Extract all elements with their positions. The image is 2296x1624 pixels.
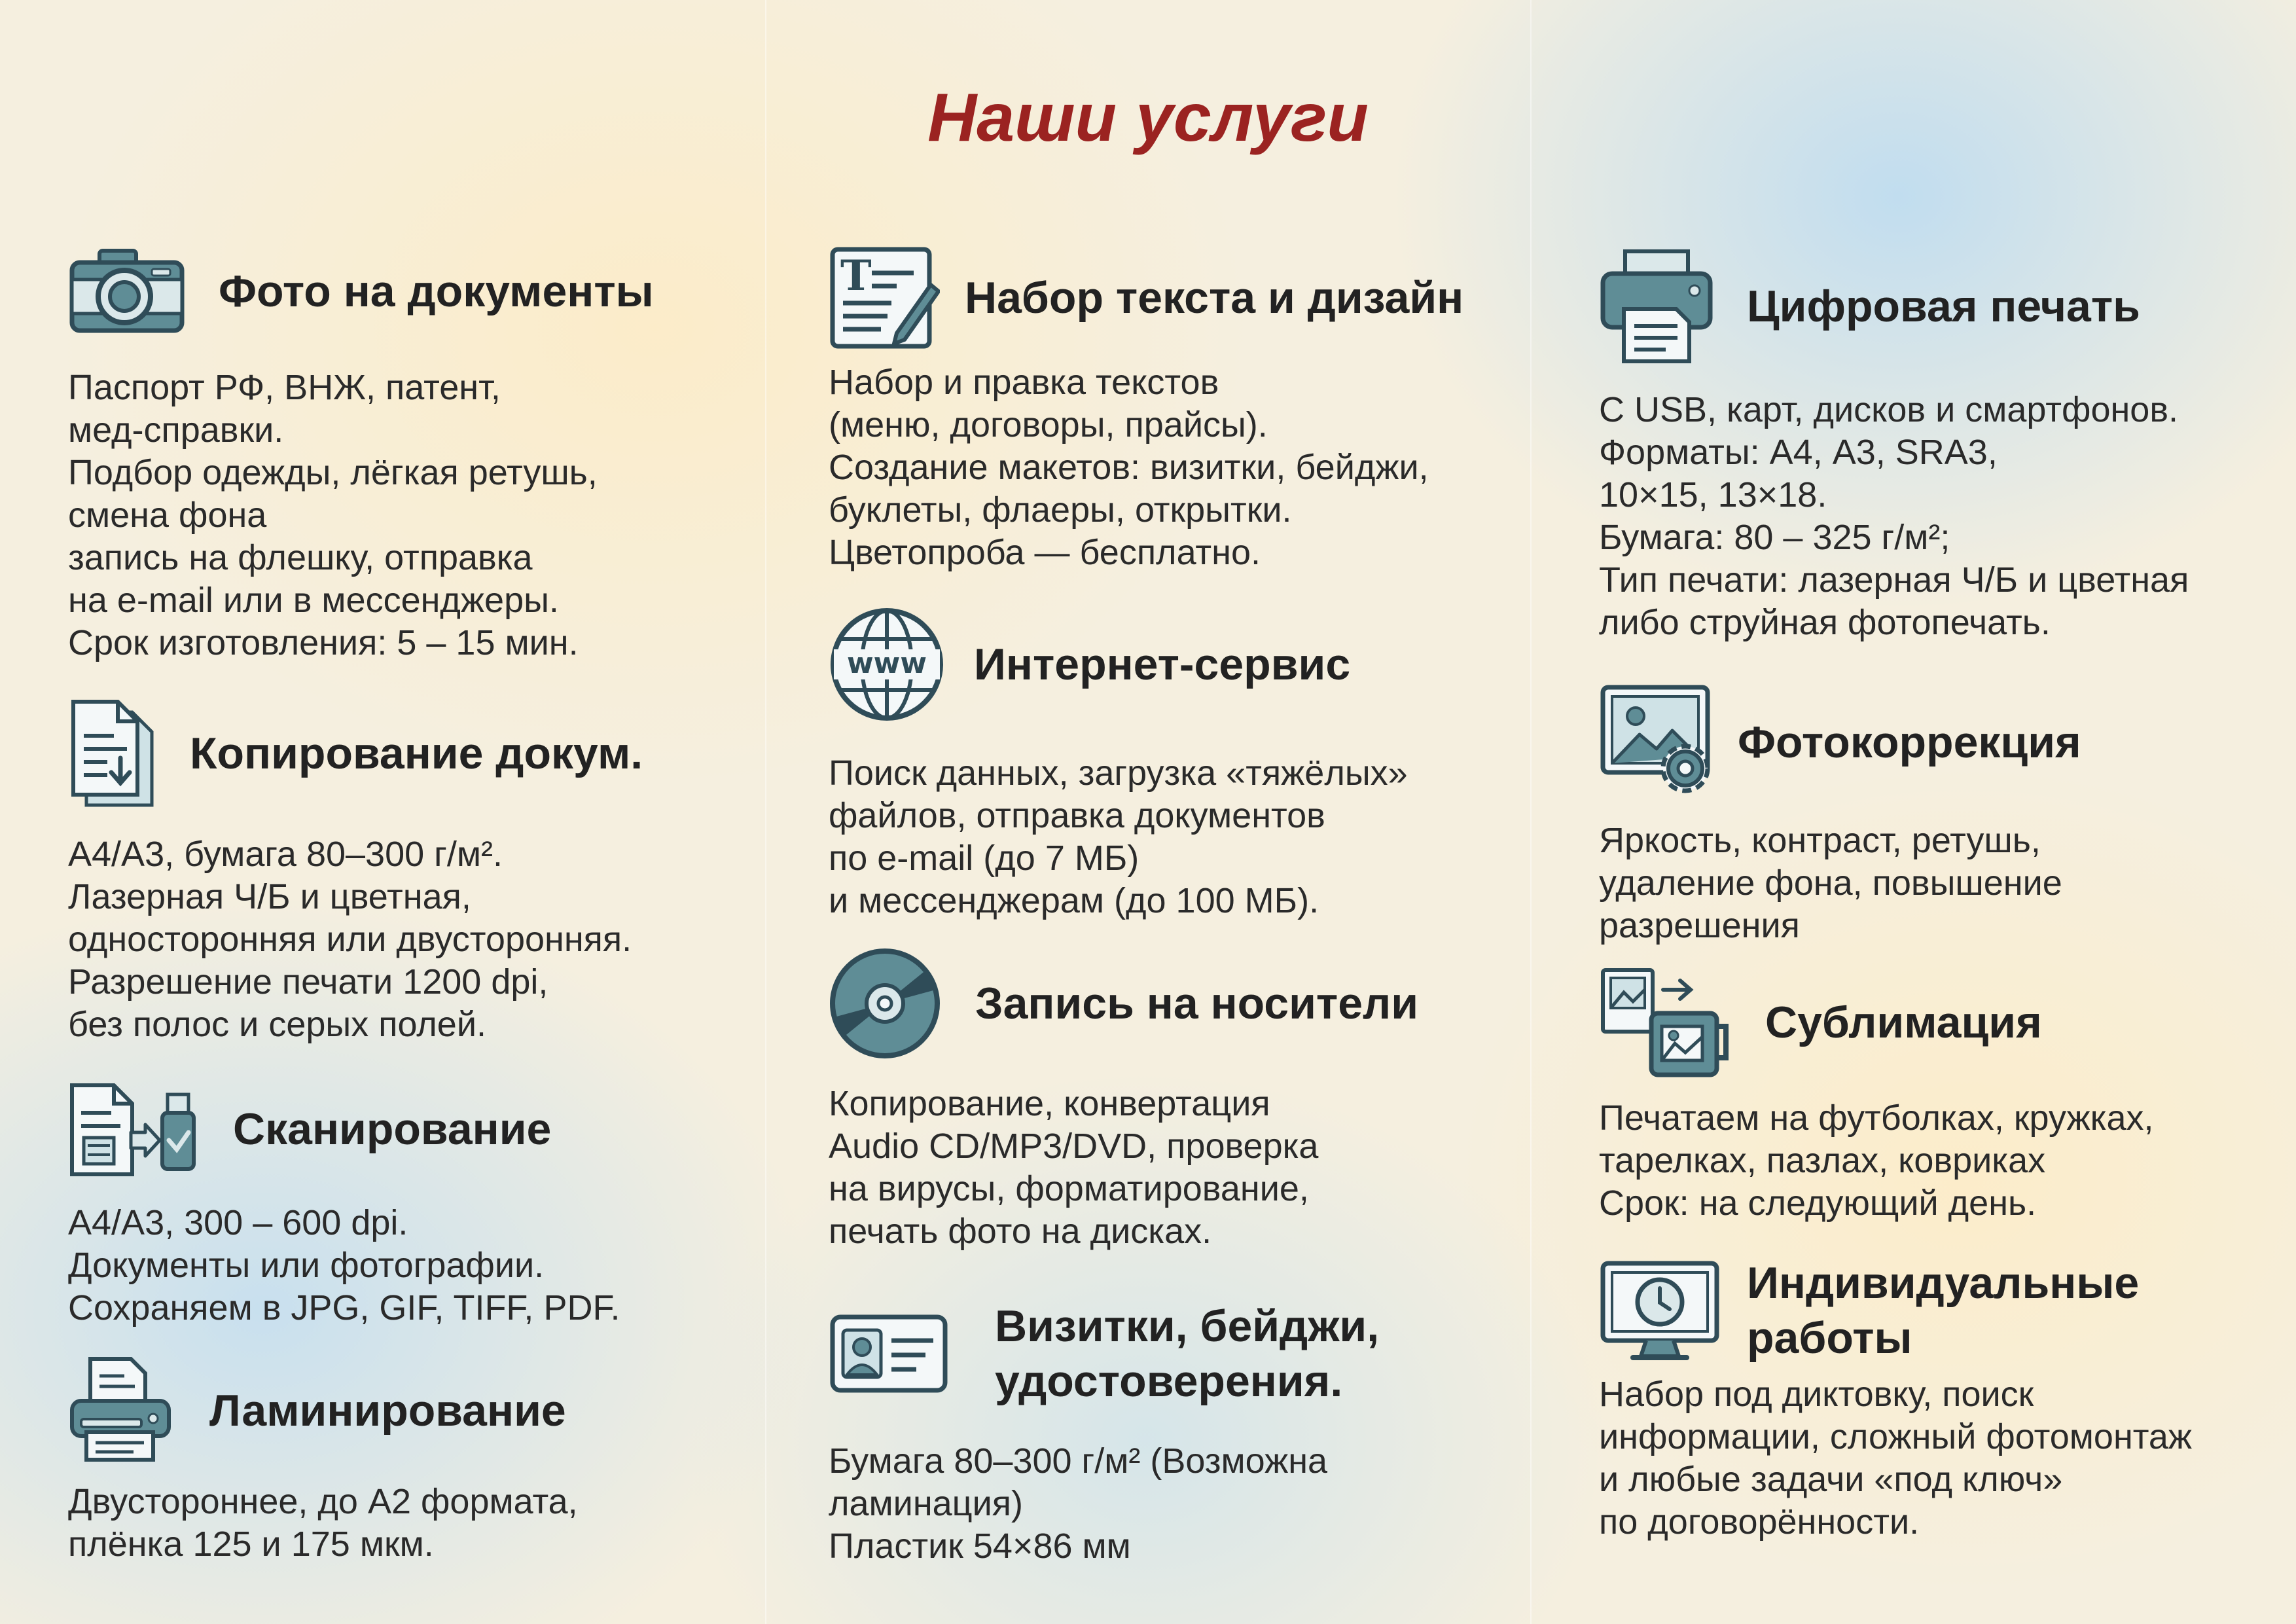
service-media <box>829 948 1418 1253</box>
panel-fold-right <box>1530 0 1532 1624</box>
monitor-clock-icon <box>1599 1258 1721 1363</box>
service-title: Фото на документы <box>219 266 654 316</box>
service-photo <box>68 242 654 664</box>
service-title: Интернет-сервис <box>974 640 1351 689</box>
service-text: А4/А3, 300 – 600 dpi. Документы или фотографии. Сохраняем в JPG, GIF, TIFF, PDF. <box>68 1203 620 1327</box>
service-title: Копирование докум. <box>190 729 643 778</box>
service-text: Бумага 80–300 г/м² (Возможна ламинация) Пластик 54×86 мм <box>829 1441 1328 1566</box>
laminator-icon <box>68 1355 173 1466</box>
service-scan <box>68 1080 620 1329</box>
service-title: Запись на носители <box>975 979 1419 1028</box>
scan-to-usb-icon <box>68 1080 199 1178</box>
service-text: С USB, карт, дисков и смартфонов. Форматы: А4, А3, SRA3, 10×15, 13×18. Бумага: 80 – 325 г/м²; Тип печати: лазерная Ч/Б и цветная либо струйная фотопечать. <box>1599 390 2189 642</box>
service-text: Набор и правка текстов (меню, договоры, прайсы). Создание макетов: визитки, бейджи, буклеты, флаеры, открытки. Цветопроба — бесплатно. <box>829 363 1429 572</box>
svg-text:www: www <box>847 647 927 680</box>
service-text: Яркость, контраст, ретушь, удаление фона, повышение разрешения <box>1599 821 2062 945</box>
service-copy <box>68 698 643 1046</box>
service-digital <box>1599 247 2189 644</box>
panel-fold-left <box>765 0 766 1624</box>
service-text: Набор под диктовку, поиск информации, сложный фотомонтаж и любые задачи «под ключ» по договорённости. <box>1599 1375 2193 1542</box>
service-text: Печатаем на футболках, кружках, тарелках, пазлах, ковриках Срок: на следующий день. <box>1599 1098 2154 1223</box>
service-text: Поиск данных, загрузка «тяжёлых» файлов, отправка документов по e-mail (до 7 МБ) и мессенджерам (до 100 МБ). <box>829 753 1408 920</box>
service-cards <box>829 1295 1379 1568</box>
service-text: Паспорт РФ, ВНЖ, патент, мед-справки. Подбор одежды, лёгкая ретушь, смена фона запись на флешку, отправка на e-mail или в мессенджеры. Срок изготовления: 5 – 15 мин. <box>68 368 598 662</box>
service-text: А4/А3, бумага 80–300 г/м². Лазерная Ч/Б и цветная, односторонняя или двусторонняя. Разрешение печати 1200 dpi, без полос и серых полей. <box>68 835 632 1044</box>
service-sublimation <box>1599 964 2154 1225</box>
service-title: Визитки, бейджи, удостоверения. <box>995 1301 1380 1406</box>
service-custom <box>1599 1252 2192 1543</box>
document-copy-icon <box>68 698 160 809</box>
service-text: Копирование, конвертация Audio CD/MP3/DVD, проверка на вирусы, форматирование, печать фото на дисках. <box>829 1084 1319 1251</box>
service-laminate <box>68 1355 578 1566</box>
service-correction <box>1599 683 2081 947</box>
globe-www-icon <box>829 606 945 723</box>
service-title: Ламинирование <box>209 1386 566 1435</box>
camera-icon <box>68 245 186 337</box>
service-typing <box>829 245 1463 574</box>
printer-icon <box>1599 247 1714 365</box>
id-card-icon <box>829 1313 949 1394</box>
service-title: Индивидуальные работы <box>1747 1258 2140 1363</box>
service-title: Цифровая печать <box>1747 281 2140 331</box>
service-internet <box>829 605 1408 922</box>
photo-settings-icon <box>1599 683 1718 801</box>
text-edit-icon <box>829 245 940 350</box>
mug-print-icon <box>1599 966 1730 1079</box>
disc-icon <box>829 947 941 1060</box>
service-title: Сублимация <box>1765 998 2042 1047</box>
svg-text:T: T <box>840 251 872 300</box>
service-title: Фотокоррекция <box>1738 717 2081 767</box>
service-text: Двустороннее, до А2 формата, плёнка 125 и 175 мкм. <box>68 1482 578 1564</box>
page-title: Наши услуги <box>927 80 1369 156</box>
service-title: Сканирование <box>233 1104 552 1154</box>
service-title: Набор текста и дизайн <box>965 273 1464 323</box>
